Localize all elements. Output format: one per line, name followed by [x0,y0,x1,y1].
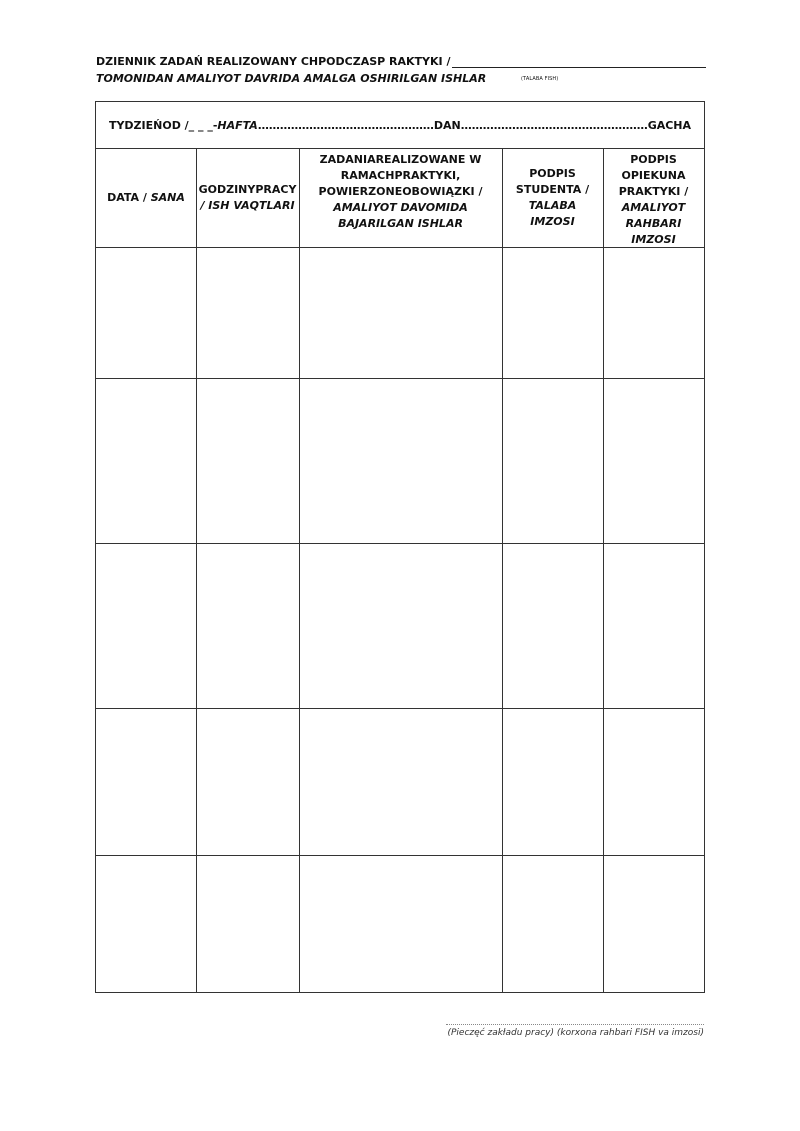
col-header-tasks [299,149,502,247]
week-row [96,102,704,149]
col-tasks-uz: AMALIYOT DAVOMIDA BAJARILGAN ISHLAR [333,201,468,230]
col-hours-pl: GODZINYPRACY [198,183,297,196]
col-header-hours [196,149,299,247]
week-number-blank[interactable]: _ _ _ [188,118,213,132]
journal-table [95,101,705,993]
stamp-signature-area [446,1024,704,1038]
week-end-dots[interactable]: …………………………………………… [460,118,648,132]
week-dan-label: DAN [433,118,461,132]
week-start-dots[interactable]: ………………………………………… [257,118,434,132]
row-divider [96,855,704,856]
row-divider [96,543,704,544]
col-date-uz: SANA [150,191,185,204]
col-supervisor-sig-pl: PODPIS OPIEKUNA PRAKTYKI / [618,153,689,198]
col-tasks-pl: ZADANIAREALIZOWANE W RAMACHPRAKTYKI, POWIERZONEOBOWIĄZKI / [318,153,483,198]
week-label-uz: HAFTA [217,118,258,132]
column-divider [196,149,197,992]
header-title-uz: TOMONIDAN AMALIYOT DAVRIDA AMALGA OSHIRILGAN ISHLAR [96,72,487,85]
col-date-pl: DATA / [107,191,147,204]
header-title-line-1 [96,55,706,68]
week-label-pl: TYDZIEŃOD / [108,118,189,132]
col-student-sig-pl: PODPIS STUDENTA / [515,167,590,196]
row-divider [96,708,704,709]
row-divider [96,378,704,379]
header-title-line-2 [96,72,706,85]
stamp-caption: (Pieczęć zakładu pracy) (korxona rahbari FISH va imzosi) [447,1028,704,1038]
column-divider [299,149,300,992]
col-hours-uz: / ISH VAQTLARI [200,199,295,212]
column-divider [502,149,503,992]
stamp-signature-line[interactable] [446,1024,704,1025]
col-supervisor-sig-uz: AMALIYOT RAHBARI IMZOSI [621,201,686,246]
document-header [96,55,706,85]
student-name-label: (TALABA FISH) [521,76,559,82]
col-header-supervisor-signature [603,149,704,247]
col-header-date [96,149,196,247]
student-name-field[interactable] [452,56,706,68]
column-divider [603,149,604,992]
col-student-sig-uz: TALABA IMZOSI [528,199,577,228]
col-header-student-signature [502,149,603,247]
week-gacha-label: GACHA [647,118,692,132]
row-divider [96,247,704,248]
week-dash: - [212,118,218,132]
header-title-pl: DZIENNIK ZADAŃ REALIZOWANY CHPODCZASP RAKTYKI / [96,55,451,68]
